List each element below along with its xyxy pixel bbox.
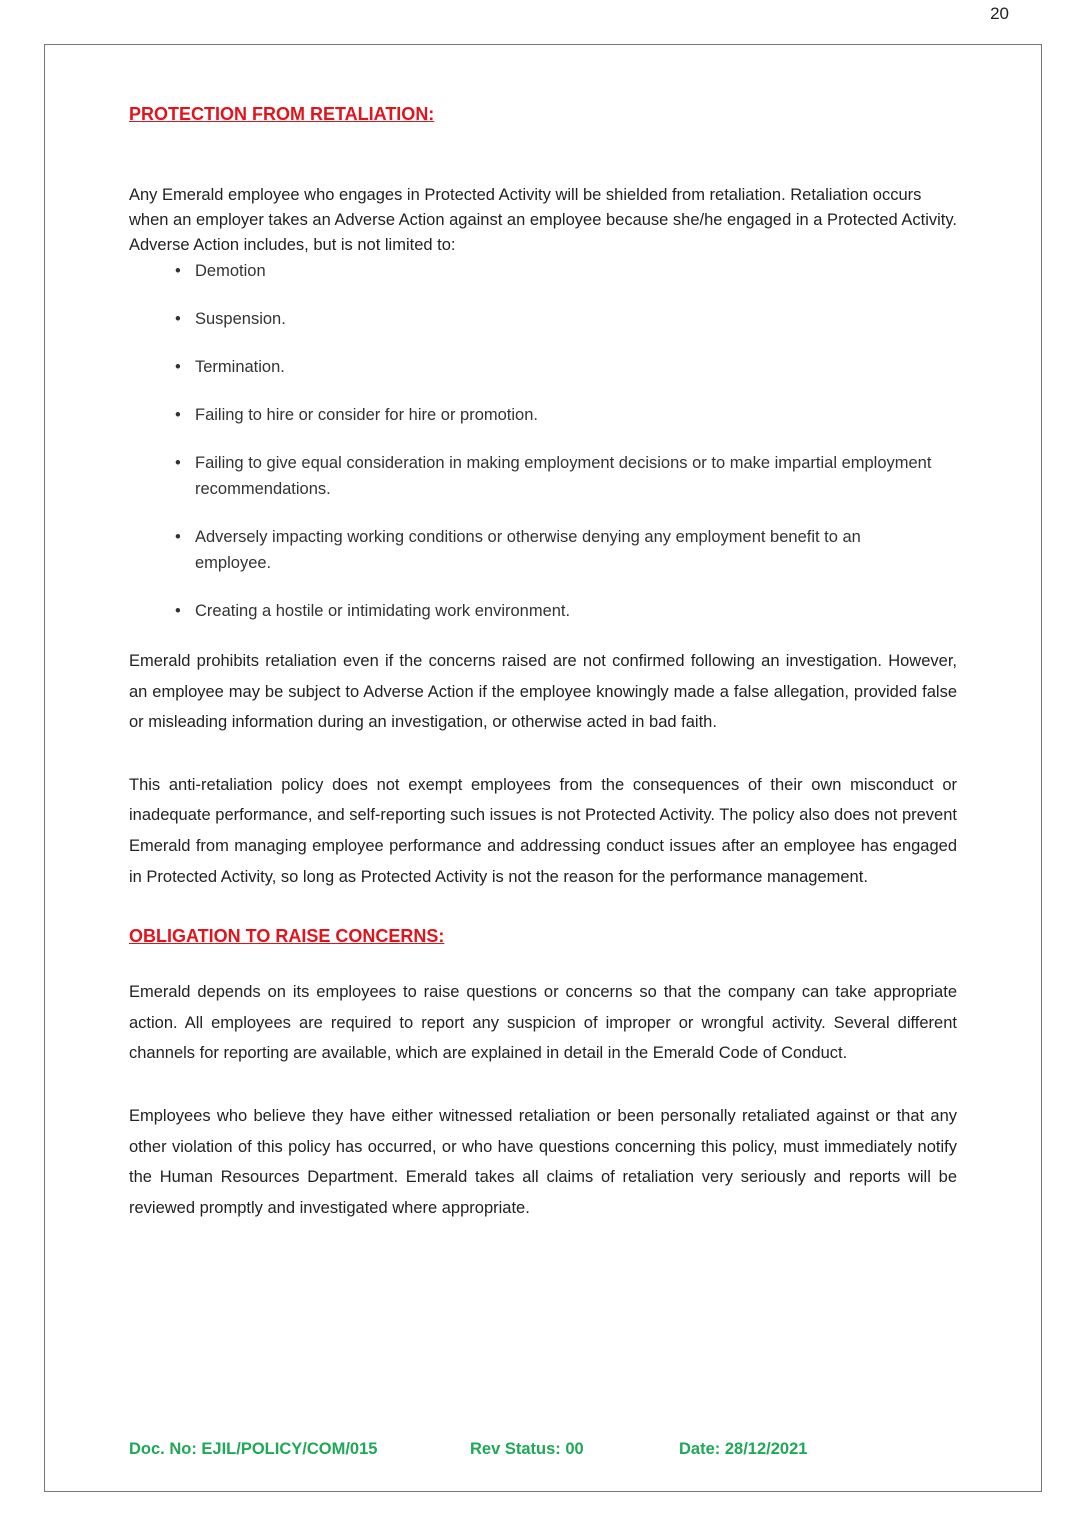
doc-number: Doc. No: EJIL/POLICY/COM/015 bbox=[129, 1440, 378, 1458]
paragraph-raise-concerns: Emerald depends on its employees to raise questions or concerns so that the company can take appropriate action. All employees are required to report any suspicion of improper or wrongful activity. Several different channels for reporting are available, which are explained in detail in the Emerald Code of Conduct. bbox=[129, 983, 957, 1063]
list-item: • Suspension. bbox=[175, 306, 957, 332]
bullet-icon: • bbox=[175, 602, 181, 620]
rev-status: Rev Status: 00 bbox=[470, 1440, 584, 1458]
section-heading-obligation: OBLIGATION TO RAISE CONCERNS: bbox=[129, 926, 445, 947]
adverse-action-list bbox=[129, 258, 957, 624]
list-item: • Termination. bbox=[175, 354, 957, 380]
list-item: • Demotion bbox=[175, 258, 957, 284]
page-number: 20 bbox=[990, 4, 1009, 23]
intro-paragraph: Any Emerald employee who engages in Protected Activity will be shielded from retaliation. Retaliation occurs when an employer takes an Adverse Action against an employee because she/he engaged in a Protected Activity. Adverse Action includes, but is not limited to: bbox=[129, 186, 957, 254]
list-item: • Creating a hostile or intimidating work environment. bbox=[175, 598, 957, 624]
bullet-icon: • bbox=[175, 262, 181, 280]
list-item: • Failing to hire or consider for hire or promotion. bbox=[175, 402, 957, 428]
bullet-icon: • bbox=[175, 310, 181, 328]
bullet-icon: • bbox=[175, 454, 181, 472]
doc-date: Date: 28/12/2021 bbox=[679, 1440, 808, 1458]
document-body bbox=[129, 104, 957, 1223]
bullet-icon: • bbox=[175, 528, 181, 546]
list-item: • Adversely impacting working conditions or otherwise denying any employment benefit to an employee. bbox=[175, 524, 957, 576]
paragraph-anti-retaliation-scope: This anti-retaliation policy does not exempt employees from the consequences of their own misconduct or inadequate performance, and self-reporting such issues is not Protected Activity. The policy also does not prevent Emerald from managing employee performance and addressing conduct issues after an employee has engaged in Protected Activity, so long as Protected Activity is not the reason for the performance management. bbox=[129, 775, 957, 886]
paragraph-notify-hr: Employees who believe they have either witnessed retaliation or been personally retaliated against or that any other violation of this policy has occurred, or who have questions concerning this policy, must immediately notify the Human Resources Department. Emerald takes all claims of retaliation very seriously and reports will be reviewed promptly and investigated where appropriate. bbox=[129, 1106, 957, 1217]
bullet-icon: • bbox=[175, 358, 181, 376]
section-heading-protection: PROTECTION FROM RETALIATION: bbox=[129, 104, 435, 124]
list-item: • Failing to give equal consideration in making employment decisions or to make impartial employment recommendations. bbox=[175, 450, 957, 502]
paragraph-no-retaliation: Emerald prohibits retaliation even if the concerns raised are not confirmed following an investigation. However, an employee may be subject to Adverse Action if the employee knowingly made a false allegation, provided false or misleading information during an investigation, or otherwise acted in bad faith. bbox=[129, 652, 957, 732]
bullet-icon: • bbox=[175, 406, 181, 424]
